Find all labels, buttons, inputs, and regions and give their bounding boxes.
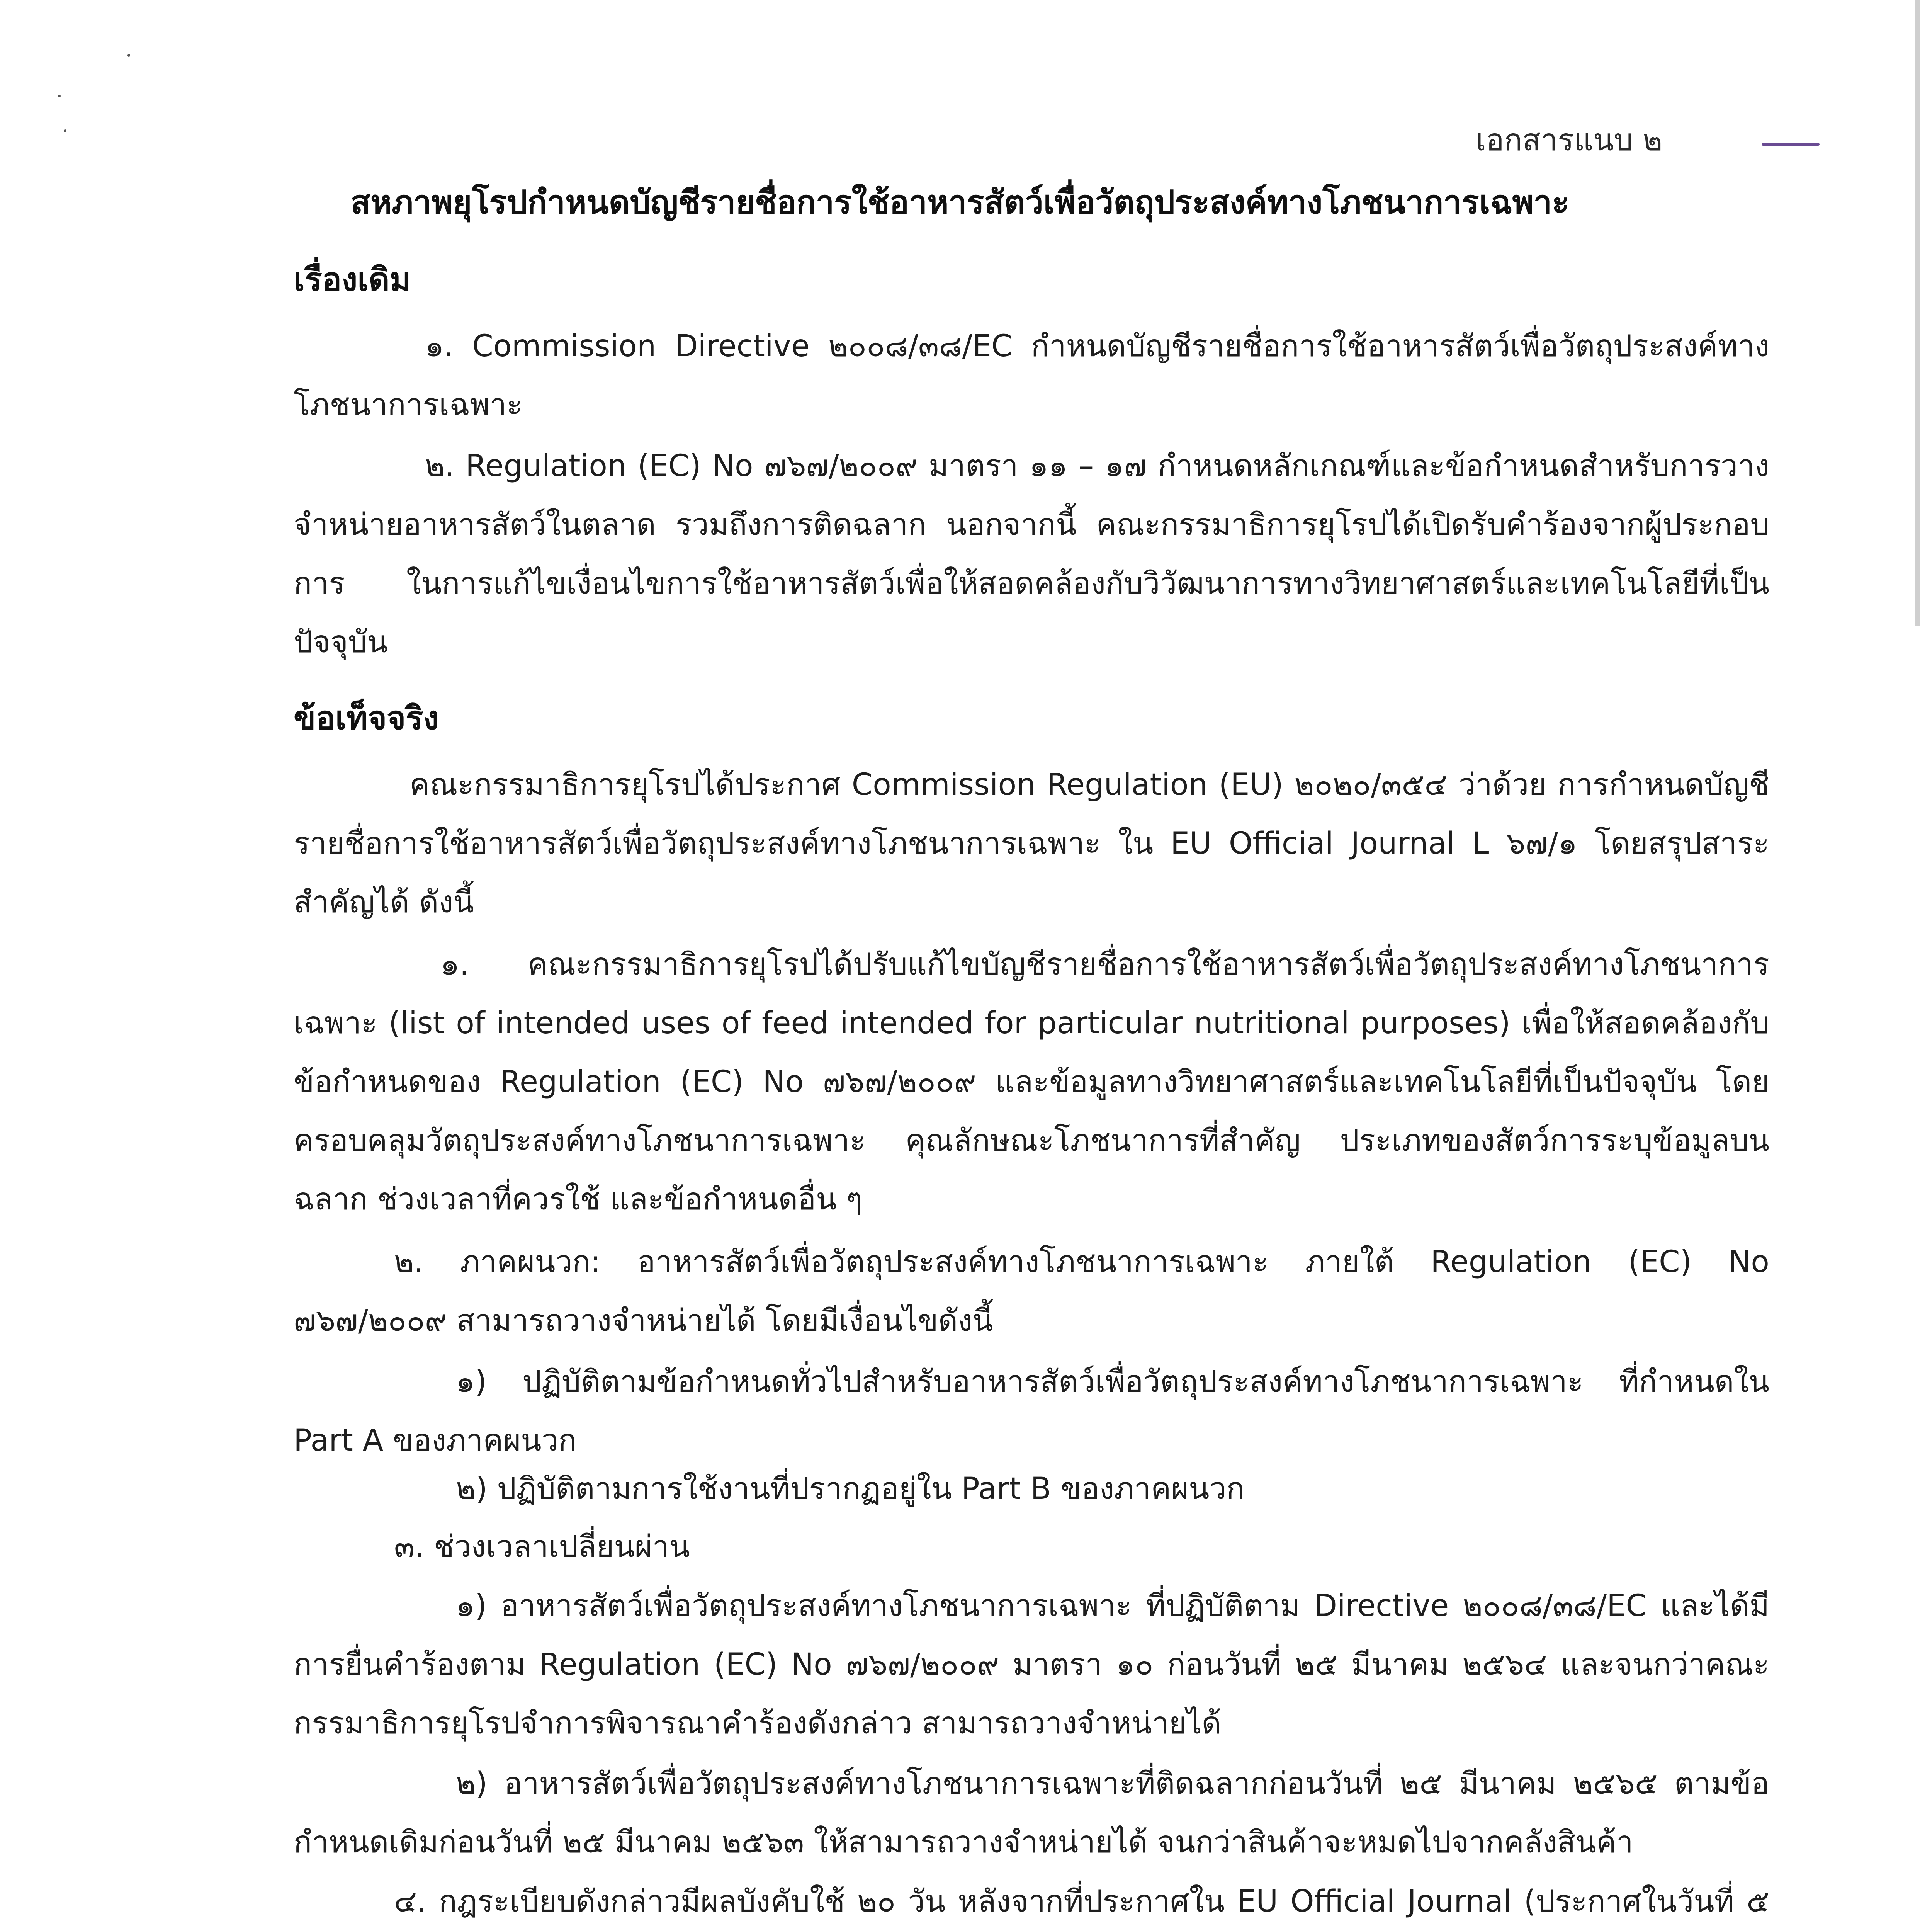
facts-intro: คณะกรรมาธิการยุโรปได้ประกาศ Commission Regulation (EU) ๒๐๒๐/๓๕๔ ว่าด้วย การกำหนดบัญชีรายชื่อการใช้อาหารสัตว์เพื่อวัตถุประสงค์ทางโภชนาการเฉพาะ ใน EU Official Journal L ๖๗/๑ โดยสรุปสาระสำคัญได้ ดังนี้: [294, 767, 1769, 920]
background-item-1: ๑. Commission Directive ๒๐๐๘/๓๘/EC กำหนดบัญชีรายชื่อการใช้อาหารสัตว์เพื่อวัตถุประสงค์ทางโภชนาการเฉพาะ: [294, 329, 1769, 422]
facts-item-3-sub-2: ๒) อาหารสัตว์เพื่อวัตถุประสงค์ทางโภชนาการเฉพาะที่ติดฉลากก่อนวันที่ ๒๕ มีนาคม ๒๕๖๕ ตามข้อกำหนดเดิมก่อนวันที่ ๒๕ มีนาคม ๒๕๖๓ ให้สามารถวางจำหน่ายได้ จนกว่าสินค้าจะหมดไปจากคลังสินค้า: [294, 1766, 1769, 1860]
facts-item-2-sub-2: ๒) ปฏิบัติตามการใช้งานที่ปรากฏอยู่ใน Part B ของภาคผนวก: [456, 1471, 1245, 1506]
document-title: สหภาพยุโรปกำหนดบัญชีรายชื่อการใช้อาหารสัตว์เพื่อวัตถุประสงค์ทางโภชนาการเฉพาะ: [350, 183, 1570, 221]
background-item-2: ๒. Regulation (EC) No ๗๖๗/๒๐๐๙ มาตรา ๑๑ – ๑๗ กำหนดหลักเกณฑ์และข้อกำหนดสำหรับการวางจำหน่ายอาหารสัตว์ในตลาด รวมถึงการติดฉลาก นอกจากนี้ คณะกรรมาธิการยุโรปได้เปิดรับคำร้องจากผู้ประกอบการ ในการแก้ไขเงื่อนไขการใช้อาหารสัตว์เพื่อให้สอดคล้องกับวิวัฒนาการทางวิทยาศาสตร์และเทคโนโลยีที่เป็นปัจจุบัน: [294, 449, 1769, 660]
facts-item-3-sub-1: ๑) อาหารสัตว์เพื่อวัตถุประสงค์ทางโภชนาการเฉพาะ ที่ปฏิบัติตาม Directive ๒๐๐๘/๓๘/EC และได้มีการยื่นคำร้องตาม Regulation (EC) No ๗๖๗/๒๐๐๙ มาตรา ๑๐ ก่อนวันที่ ๒๕ มีนาคม ๒๕๖๔ และจนกว่าคณะกรรมาธิการยุโรปจำการพิจารณาคำร้องดังกล่าว สามารถวางจำหน่ายได้: [294, 1588, 1769, 1741]
scan-speck: [64, 129, 66, 132]
facts-item-4: ๔. กฎระเบียบดังกล่าวมีผลบังคับใช้ ๒๐ วัน หลังจากที่ประกาศใน EU Official Journal (ประกาศในวันที่ ๕: [394, 1884, 1769, 1919]
scan-speck: [127, 54, 130, 57]
scan-speck: [58, 95, 61, 97]
facts-item-2-sub-1: ๑) ปฏิบัติตามข้อกำหนดทั่วไปสำหรับอาหารสัตว์เพื่อวัตถุประสงค์ทางโภชนาการเฉพาะ ที่กำหนดใน Part A ของภาคผนวก: [294, 1364, 1769, 1458]
facts-item-2: ๒. ภาคผนวก: อาหารสัตว์เพื่อวัตถุประสงค์ทางโภชนาการเฉพาะ ภายใต้ Regulation (EC) No ๗๖๗/๒๐๐๙ สามารถวางจำหน่ายได้ โดยมีเงื่อนไขดังนี้: [294, 1245, 1769, 1338]
attachment-label: เอกสารแนบ ๒: [1476, 123, 1663, 158]
background-heading: เรื่องเดิม: [294, 260, 411, 298]
facts-heading: ข้อเท็จจริง: [294, 699, 439, 737]
scan-edge-shadow: [1915, 0, 1920, 626]
pen-mark: [1762, 143, 1820, 146]
facts-item-1: ๑. คณะกรรมาธิการยุโรปได้ปรับแก้ไขบัญชีรายชื่อการใช้อาหารสัตว์เพื่อวัตถุประสงค์ทางโภชนาการเฉพาะ (list of intended uses of feed intended for particular nutritional purposes) เพื่อให้สอดคล้องกับข้อกำหนดของ Regulation (EC) No ๗๖๗/๒๐๐๙ และข้อมูลทางวิทยาศาสตร์และเทคโนโลยีที่เป็นปัจจุบัน โดยครอบคลุมวัตถุประสงค์ทางโภชนาการเฉพาะ คุณลักษณะโภชนาการที่สำคัญ ประเภทของสัตว์การระบุข้อมูลบนฉลาก ช่วงเวลาที่ควรใช้ และข้อกำหนดอื่น ๆ: [294, 947, 1769, 1217]
facts-item-3: ๓. ช่วงเวลาเปลี่ยนผ่าน: [394, 1529, 690, 1564]
